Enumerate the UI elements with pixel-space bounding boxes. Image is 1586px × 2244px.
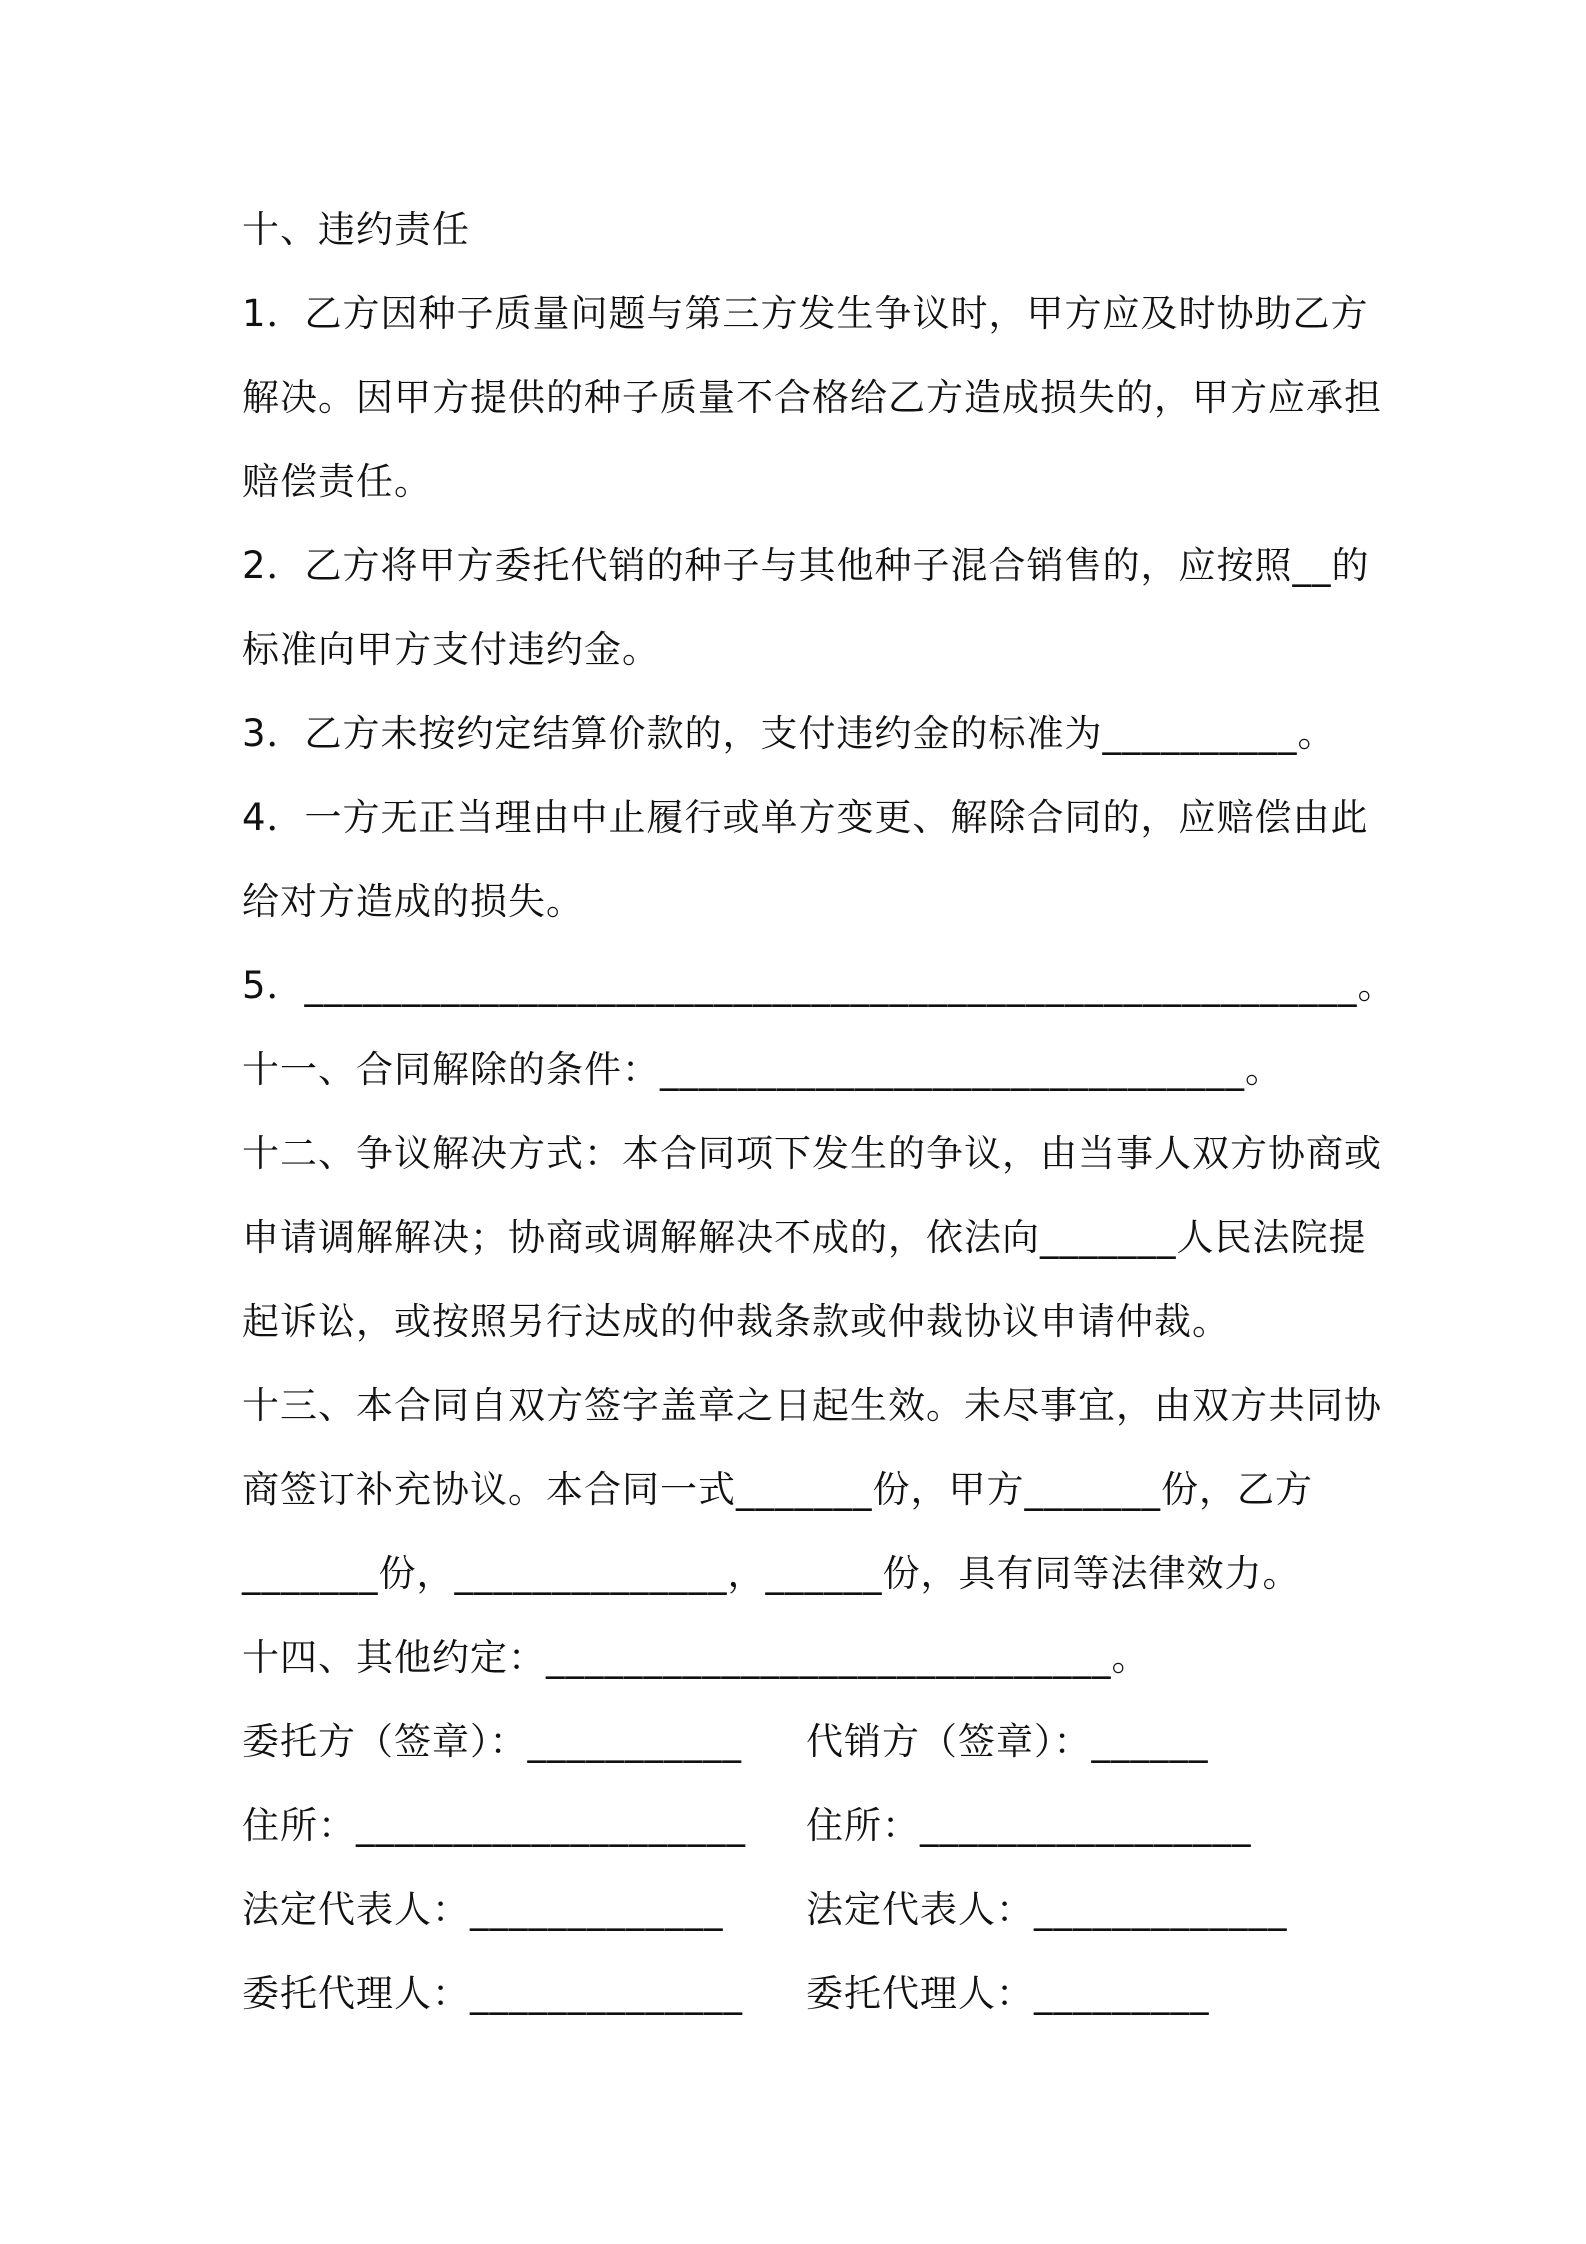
agent-authorized-agent: 委托代理人：_________ (806, 1972, 1210, 2015)
principal-authorized-agent: 委托代理人：______________ (242, 1972, 743, 2015)
clause-10-3: 3．乙方未按约定结算价款的，支付违约金的标准为__________。 (242, 712, 1336, 755)
principal-legal-representative: 法定代表人：_____________ (242, 1888, 724, 1931)
agent-legal-representative: 法定代表人：_____________ (806, 1888, 1288, 1931)
clause-10-1-line-2: 解决。因甲方提供的种子质量不合格给乙方造成损失的，甲方应承担 (242, 376, 1382, 419)
section-13-line-1: 十三、本合同自双方签字盖章之日起生效。未尽事宜，由双方共同协 (242, 1384, 1382, 1427)
section-10-heading: 十、违约责任 (242, 208, 470, 251)
section-11: 十一、合同解除的条件：______________________________。 (242, 1048, 1283, 1091)
section-14: 十四、其他约定：_____________________________。 (242, 1636, 1150, 1679)
principal-signature: 委托方（签章）：___________ (242, 1720, 742, 1763)
clause-10-4-line-2: 给对方造成的损失。 (242, 880, 584, 923)
clause-10-4-line-1: 4．一方无正当理由中止履行或单方变更、解除合同的，应赔偿由此 (242, 796, 1369, 839)
section-13-line-2: 商签订补充协议。本合同一式_______份，甲方_______份，乙方 (242, 1468, 1313, 1511)
section-12-line-3: 起诉讼，或按照另行达成的仲裁条款或仲裁协议申请仲裁。 (242, 1300, 1230, 1343)
agent-signature: 代销方（签章）：______ (806, 1720, 1209, 1763)
section-13-line-3: _______份，______________，______份，具有同等法律效力。 (242, 1552, 1301, 1595)
clause-10-1-line-3: 赔偿责任。 (242, 460, 432, 503)
section-12-line-1: 十二、争议解决方式：本合同项下发生的争议，由当事人双方协商或 (242, 1132, 1382, 1175)
agent-address: 住所：_________________ (806, 1804, 1252, 1847)
clause-10-2-line-1: 2．乙方将甲方委托代销的种子与其他种子混合销售的，应按照__的 (242, 544, 1370, 587)
principal-address: 住所：____________________ (242, 1804, 746, 1847)
clause-10-1-line-1: 1．乙方因种子质量问题与第三方发生争议时，甲方应及时协助乙方 (242, 292, 1369, 335)
clause-10-5: 5．______________________________________________________。 (242, 964, 1396, 1007)
clause-10-2-line-2: 标准向甲方支付违约金。 (242, 628, 660, 671)
section-12-line-2: 申请调解解决；协商或调解解决不成的，依法向_______人民法院提 (242, 1216, 1367, 1259)
